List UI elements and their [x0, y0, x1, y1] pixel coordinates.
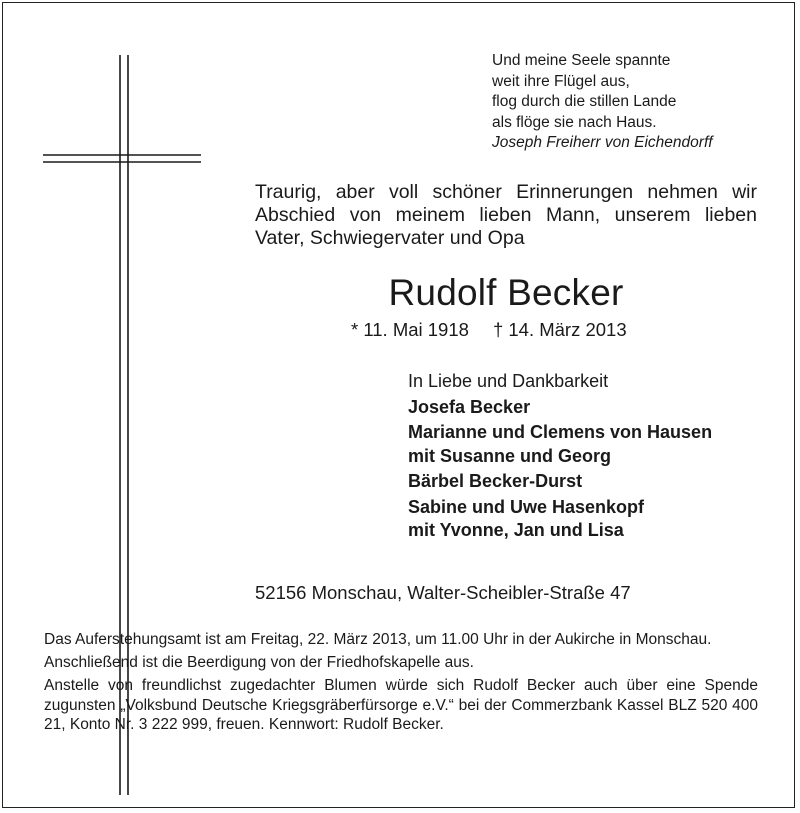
mourners-heading: In Liebe und Dankbarkeit — [408, 371, 609, 391]
intro-text: Traurig, aber voll schöner Erinnerungen nehmen wir Abschied von meinem lieben Mann, unserem lieben Vater, Schwiegervater und Opa — [255, 181, 757, 249]
mourner-entry — [408, 421, 712, 468]
death-date: † 14. März 2013 — [492, 319, 627, 340]
mourner-entry — [408, 470, 712, 494]
mourner-line: Bärbel Becker-Durst — [408, 471, 583, 491]
mourner-line: Josefa Becker — [408, 396, 531, 417]
note-paragraph: Anstelle von freundlichst zugedachter Blumen würde sich Rudolf Becker auch über eine Spende zugunsten „Volksbund Deutsche Kriegsgräberfürsorge e.V.“ bei der Commerzbank Kassel BLZ 520 400 21, Konto Nr. 3 222 999, freuen. Kennwort: Rudolf Becker. — [44, 677, 758, 733]
mourner-line: mit Yvonne, Jan und Lisa — [408, 520, 624, 540]
mourners-list — [408, 370, 712, 543]
mourner-line: Sabine und Uwe Hasenkopf — [408, 496, 645, 517]
poem-author: Joseph Freiherr von Eichendorff — [492, 134, 713, 151]
mourner-line: mit Susanne und Georg — [408, 445, 612, 466]
poem-line: weit ihre Flügel aus, — [492, 72, 630, 90]
poem-line: als flöge sie nach Haus. — [492, 113, 657, 131]
mourner-entry — [408, 396, 712, 420]
mourner-entry — [408, 496, 712, 543]
life-dates — [351, 319, 627, 341]
address: 52156 Monschau, Walter-Scheibler-Straße 47 — [255, 582, 631, 603]
notes — [44, 630, 758, 738]
poem-line: Und meine Seele spannte — [492, 52, 671, 69]
birth-date: * 11. Mai 1918 — [351, 319, 469, 340]
note-paragraph: Anschließend ist die Beerdigung von der Friedhofskapelle aus. — [44, 654, 474, 671]
poem-line: flog durch die stillen Lande — [492, 93, 677, 110]
note-paragraph: Das Auferstehungsamt ist am Freitag, 22. März 2013, um 11.00 Uhr in der Aukirche in Monschau. — [44, 631, 712, 648]
mourner-line: Marianne und Clemens von Hausen — [408, 422, 713, 442]
obituary-frame — [2, 2, 795, 808]
deceased-name: Rudolf Becker — [388, 272, 624, 313]
poem — [492, 51, 713, 154]
